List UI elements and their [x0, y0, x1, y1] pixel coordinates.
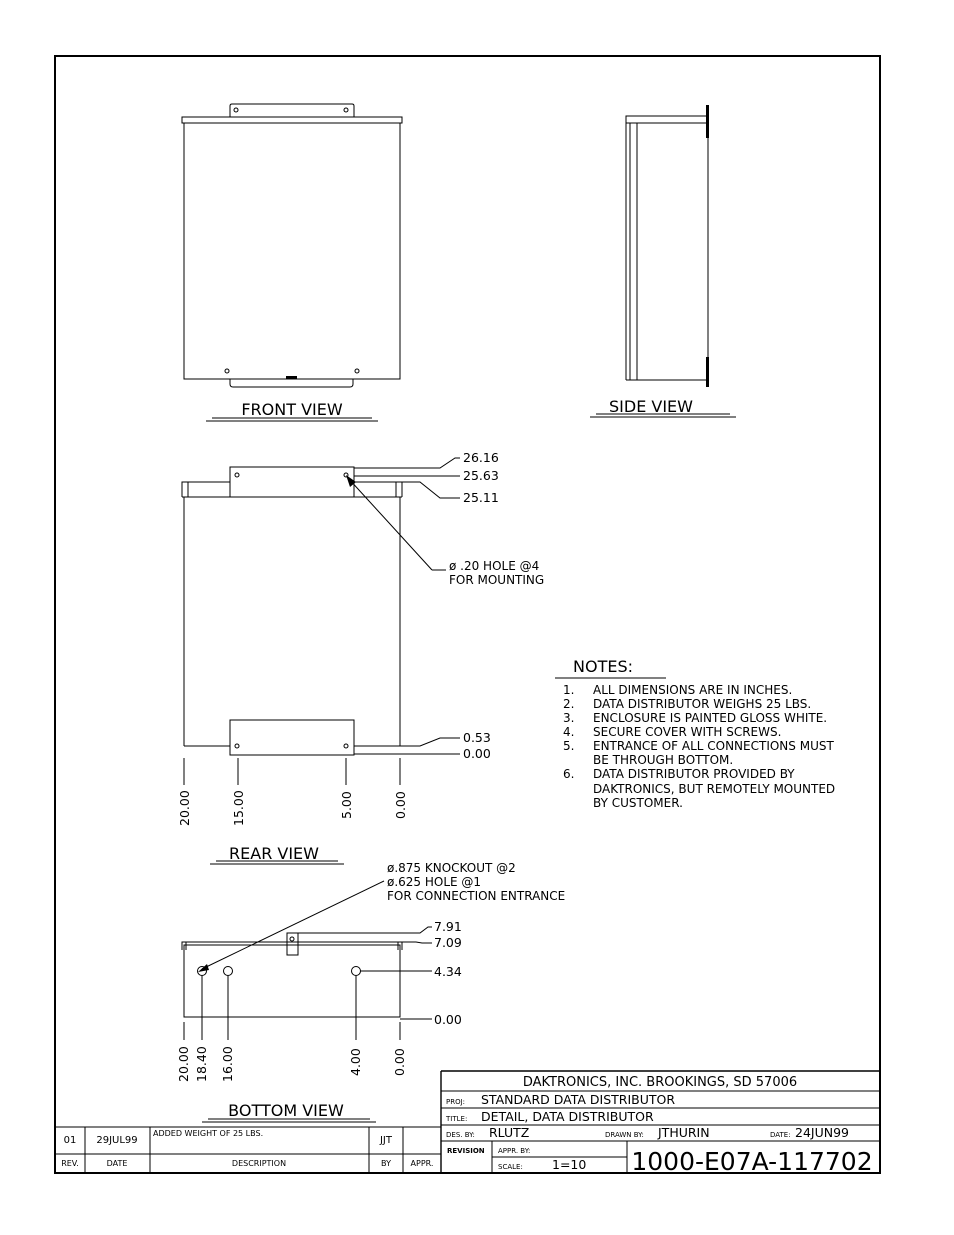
note-6-num: 6. — [563, 767, 575, 781]
rear-dim-25-11: 25.11 — [463, 490, 499, 505]
bottom-dim-16-00: 16.00 — [220, 1046, 235, 1082]
note-1-line-1: ALL DIMENSIONS ARE IN INCHES. — [593, 683, 793, 697]
rev-row-by: JJT — [379, 1135, 393, 1146]
rear-hole-note-2: FOR MOUNTING — [449, 573, 545, 587]
notes — [555, 657, 835, 810]
scale-label: SCALE: — [498, 1163, 523, 1171]
note-3-num: 3. — [563, 711, 575, 725]
title-label: TITLE: — [446, 1115, 468, 1123]
title-value: DETAIL, DATA DISTRIBUTOR — [481, 1109, 654, 1124]
rear-hole-note-1: ø .20 HOLE @4 — [449, 559, 540, 573]
bottom-dim-4-00: 4.00 — [348, 1048, 363, 1076]
sheet-border — [55, 56, 880, 1173]
bottom-view — [176, 861, 565, 1122]
rear-dim-0-00-bottom: 0.00 — [393, 791, 408, 819]
note-6-line-2: DAKTRONICS, BUT REMOTELY MOUNTED — [593, 782, 836, 796]
rear-dim-0-53: 0.53 — [463, 730, 491, 745]
note-4-line-1: SECURE COVER WITH SCREWS. — [593, 725, 782, 739]
drawn-label: DRAWN BY: — [605, 1131, 644, 1139]
bottom-dim-18-40: 18.40 — [194, 1046, 209, 1082]
rev-header-description: DESCRIPTION — [231, 1159, 287, 1168]
rear-dim-25-63: 25.63 — [463, 468, 499, 483]
bottom-dim-0-00-bottom: 0.00 — [392, 1048, 407, 1076]
bottom-dim-7-91: 7.91 — [434, 919, 462, 934]
rev-header-rev: REV. — [61, 1159, 79, 1168]
note-5-num: 5. — [563, 739, 575, 753]
rear-dim-0-00: 0.00 — [463, 746, 491, 761]
date-value: 24JUN99 — [795, 1125, 849, 1140]
bottom-dim-7-09: 7.09 — [434, 935, 462, 950]
proj-value: STANDARD DATA DISTRIBUTOR — [481, 1092, 676, 1107]
rev-header-appr: APPR. — [410, 1159, 434, 1168]
side-view-label: SIDE VIEW — [609, 397, 693, 416]
note-6-line-3: BY CUSTOMER. — [593, 796, 683, 810]
bottom-dim-0-00: 0.00 — [434, 1012, 462, 1027]
bottom-knockout-note-3: FOR CONNECTION ENTRANCE — [387, 889, 566, 903]
appr-label: APPR. BY: — [498, 1147, 531, 1155]
rev-row-description: ADDED WEIGHT OF 25 LBS. — [153, 1129, 264, 1138]
front-view-label: FRONT VIEW — [241, 400, 343, 419]
rev-row-rev: 01 — [63, 1135, 77, 1146]
rear-dim-20-00: 20.00 — [177, 790, 192, 826]
revision-table — [55, 1127, 441, 1173]
note-6-line-1: DATA DISTRIBUTOR PROVIDED BY — [593, 767, 795, 781]
drawing-number: 1000-E07A-117702 — [631, 1147, 873, 1176]
date-label: DATE: — [770, 1131, 791, 1139]
drawn-value: JTHURIN — [658, 1125, 710, 1140]
notes-heading: NOTES: — [573, 657, 633, 676]
rear-dim-26-16: 26.16 — [463, 450, 499, 465]
scale-value: 1=10 — [552, 1157, 587, 1172]
front-view — [182, 104, 402, 421]
des-label: DES. BY: — [446, 1131, 475, 1139]
note-2-line-1: DATA DISTRIBUTOR WEIGHS 25 LBS. — [593, 697, 812, 711]
bottom-dim-4-34: 4.34 — [434, 964, 462, 979]
bottom-view-label: BOTTOM VIEW — [228, 1101, 344, 1120]
des-value: RLUTZ — [489, 1125, 530, 1140]
rev-header-date: DATE — [106, 1159, 128, 1168]
proj-label: PROJ: — [446, 1098, 466, 1106]
rear-dim-5-00: 5.00 — [339, 791, 354, 819]
note-5-line-2: BE THROUGH BOTTOM. — [593, 753, 734, 767]
company-name: DAKTRONICS, INC. BROOKINGS, SD 57006 — [522, 1075, 798, 1090]
rev-header-by: BY — [381, 1159, 391, 1168]
side-view — [590, 105, 736, 417]
rear-dim-15-00: 15.00 — [231, 790, 246, 826]
note-2-num: 2. — [563, 697, 575, 711]
note-3-line-1: ENCLOSURE IS PAINTED GLOSS WHITE. — [593, 711, 828, 725]
note-5-line-1: ENTRANCE OF ALL CONNECTIONS MUST — [593, 739, 834, 753]
note-4-num: 4. — [563, 725, 575, 739]
bottom-knockout-note-2: ø.625 HOLE @1 — [387, 875, 482, 889]
rear-view-label: REAR VIEW — [229, 844, 319, 863]
bottom-dim-20-00: 20.00 — [176, 1046, 191, 1082]
revision-label: REVISION — [447, 1147, 485, 1155]
title-block — [441, 1071, 880, 1176]
rear-view — [177, 450, 544, 864]
bottom-knockout-note-1: ø.875 KNOCKOUT @2 — [387, 861, 516, 875]
note-1-num: 1. — [563, 683, 575, 697]
rev-row-date: 29JUL99 — [96, 1135, 138, 1146]
knockout-hole-3 — [352, 967, 361, 976]
knockout-hole-2 — [224, 967, 233, 976]
